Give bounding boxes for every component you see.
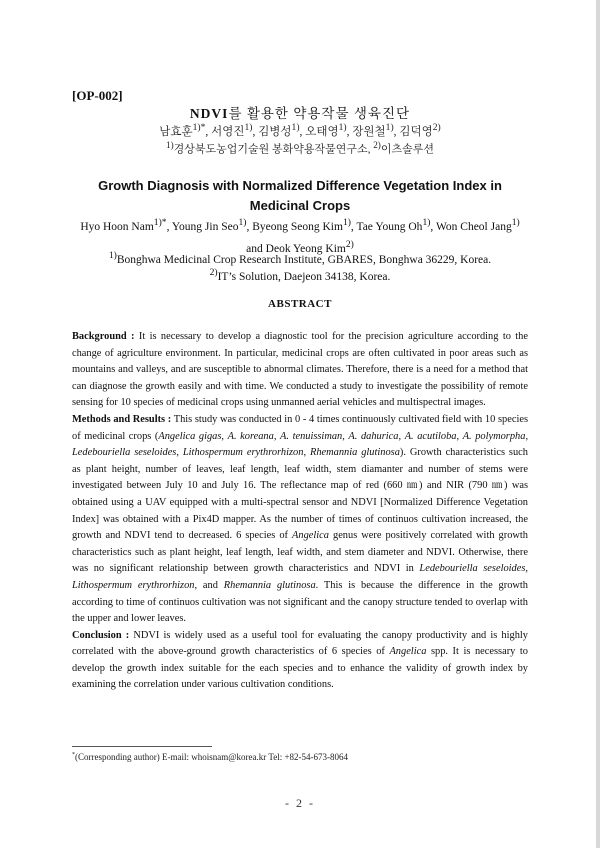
methods-text: This study was conducted in 0 - 4 times continuously cultivated field with 10 species of medicinal crops ( <box>72 413 528 442</box>
korean-affiliations: $^{1)}$경상북도농업기술원 봉화약용작물연구소, $^{2)}$이츠솔루션 <box>166 140 434 156</box>
korean-title-bold: NDVI <box>189 106 229 121</box>
conclusion-label: Conclusion : <box>72 629 130 641</box>
methods-text: ). Growth characteristics such as plant height, number of leaves, leaf length, leaf width, stem diamanter and number of stems were investigated between July 10 and July 16. The reflectance map of red (660 ㎚) and NIR (790 ㎚) was obtained using a UAV equipped with a multi-spectral sensor and NDVI [Normalized Difference Vegetation Index] was obtained with a Pix4D mapper. As the number of times of continuos cultivation increased, the growth and NDVI tend to decreased. 6 species of <box>72 447 528 542</box>
separator: , and <box>194 579 224 591</box>
methods-text: . This is because the difference in the growth according to time of continuos cultivation was not significant and the canopy structure tended to overlap with the upper and lower leaves. <box>72 579 528 625</box>
affil-mark: 1) <box>108 250 117 261</box>
species-name: Lithospermum erythrorhizon <box>182 447 304 459</box>
author-mark: 1) <box>422 217 431 228</box>
author-mark: 1)* <box>192 122 206 133</box>
english-title: Growth Diagnosis with Normalized Difference Vegetation Index in Medicinal Crops <box>98 178 502 213</box>
separator: , <box>525 563 528 575</box>
korean-author: 남효훈 <box>159 125 193 138</box>
conclusion-text: spp. It is necessary to develop the growth index suitable for the each species and to enhance the validity of growth index by examining the correlation under various cultivation conditions. <box>72 646 528 691</box>
author-mark: 1) <box>511 217 520 228</box>
english-author: Hyo Hoon Nam <box>80 220 154 233</box>
korean-author: 오태영 <box>305 125 339 138</box>
korean-author: 서영진 <box>211 125 245 138</box>
footnote-text: (Corresponding author) E-mail: whoisnam@korea.kr Tel: +82-54-673-8064 <box>75 752 349 762</box>
english-affiliation-1 <box>60 250 540 266</box>
author-mark: 1) <box>385 122 394 133</box>
english-author: Won Cheol Jang <box>435 220 512 233</box>
affil-mark: 2) <box>209 267 218 278</box>
species-name: Ledebouriella seseloides <box>419 563 526 575</box>
background-paragraph <box>72 329 528 412</box>
species-name: A. koreana <box>227 430 274 442</box>
english-authors: Hyo Hoon Nam$^{1)*}$, Young Jin Seo$^{1)}$, Byeong Seong Kim$^{1)}$, Tae Young Oh$^{1)}$, Won Cheol Jang$^{1)}$ and Deok Yeong Kim$^{2)}$ <box>80 217 520 255</box>
affil-mark: 1) <box>166 140 174 150</box>
korean-affiliation: 이츠솔루션 <box>380 143 434 156</box>
korean-author: 김병성 <box>258 125 292 138</box>
english-affiliation-2 <box>60 267 540 283</box>
footnote <box>72 752 348 762</box>
background-text: It is necessary to develop a diagnostic tool for the precision agriculture according to the change of agriculture environment. In particular, medicinal crops are often cultivated in poor areas such as mountains and valleys, and are susceptible to abnormal climates. Therefore, there is a need for a method that can diagnose the growth easily and with time. We conducted a study to investigate the possibility of remote sensing for 10 species of medicinal crops using unmanned aerial vehicles and multispectral images. <box>72 331 528 409</box>
author-mark: 1) <box>238 217 247 228</box>
species-name: Rhemannia glutinosa <box>309 447 400 459</box>
separator: , <box>456 430 463 442</box>
korean-authors: 남효훈$^{1)*}$, 서영진$^{1)}$, 김병성$^{1)}$, 오태영$^{1)}$, 장원철$^{1)}$, 김덕영$^{2)}$ <box>159 122 441 138</box>
page-number: - 2 - <box>285 796 315 810</box>
page-edge-shadow <box>596 0 600 848</box>
species-name: A. tenuissiman <box>280 430 343 442</box>
background-label: Background : <box>72 331 135 342</box>
english-author: Tae Young Oh <box>356 220 423 233</box>
separator: , <box>221 430 228 442</box>
species-name: A. dahurica <box>348 430 399 442</box>
affil-mark: 2) <box>373 140 381 150</box>
footnote-divider <box>72 746 212 747</box>
separator: , <box>273 430 281 442</box>
abstract-heading: ABSTRACT <box>268 298 332 310</box>
separator: , <box>303 447 310 459</box>
korean-title-rest: 를 활용한 약용작물 생육진단 <box>228 106 411 121</box>
korean-author: 장원철 <box>352 125 386 138</box>
conclusion-text: NDVI is widely used as a useful tool for evaluating the canopy productivity and is highly correlated with the above-ground growth characteristics of 6 species of <box>72 629 528 658</box>
species-name: Angelica gigas <box>158 430 222 442</box>
species-name: Rhemannia glutinosa <box>223 579 316 591</box>
author-mark: 1) <box>244 122 253 133</box>
species-name: A. acutiloba <box>404 430 457 442</box>
author-mark: 2) <box>345 238 354 250</box>
species-name: A. polymorpha <box>462 430 526 442</box>
english-author: Byeong Seong Kim <box>252 220 343 233</box>
korean-affiliation: 경상북도농업기술원 봉화약용작물연구소 <box>173 143 368 156</box>
author-mark: 1)* <box>153 217 167 228</box>
korean-title <box>60 102 540 122</box>
methods-paragraph <box>72 412 528 628</box>
abstract-body <box>72 329 528 694</box>
footnote-mark: * <box>72 752 75 758</box>
genus-name: Angelica <box>292 530 329 542</box>
author-mark: 2) <box>432 122 441 133</box>
separator: , <box>525 430 529 442</box>
english-author: Young Jin Seo <box>171 220 239 233</box>
korean-author: 김덕영 <box>399 125 433 138</box>
affiliation-text: IT’s Solution, Daejeon 34138, Korea. <box>217 270 391 283</box>
separator: , <box>342 430 349 442</box>
genus-name: Angelica <box>389 646 427 658</box>
english-author: Deok Yeong Kim <box>265 242 346 255</box>
separator: , <box>398 430 405 442</box>
separator: , <box>176 447 183 459</box>
conclusion-paragraph <box>72 628 528 694</box>
author-mark: 1) <box>338 122 347 133</box>
methods-label: Methods and Results : <box>72 413 172 425</box>
affiliation-text: Bonghwa Medicinal Crop Research Institute, GBARES, Bonghwa 36229, Korea. <box>116 253 492 266</box>
paper-code: [OP-002] <box>72 88 123 103</box>
species-name: Lithospermum erythrorhizon <box>72 579 195 591</box>
methods-text: genus were positively correlated with growth characteristics such as plant height, leaf length, leaf width, and stem diameter and NDVI. Otherwise, there was no significant relationship between growth characteristics and NDVI in <box>72 530 528 575</box>
author-mark: 1) <box>291 122 300 133</box>
species-name: Ledebouriella seseloides <box>72 447 177 459</box>
author-mark: 1) <box>342 217 351 228</box>
